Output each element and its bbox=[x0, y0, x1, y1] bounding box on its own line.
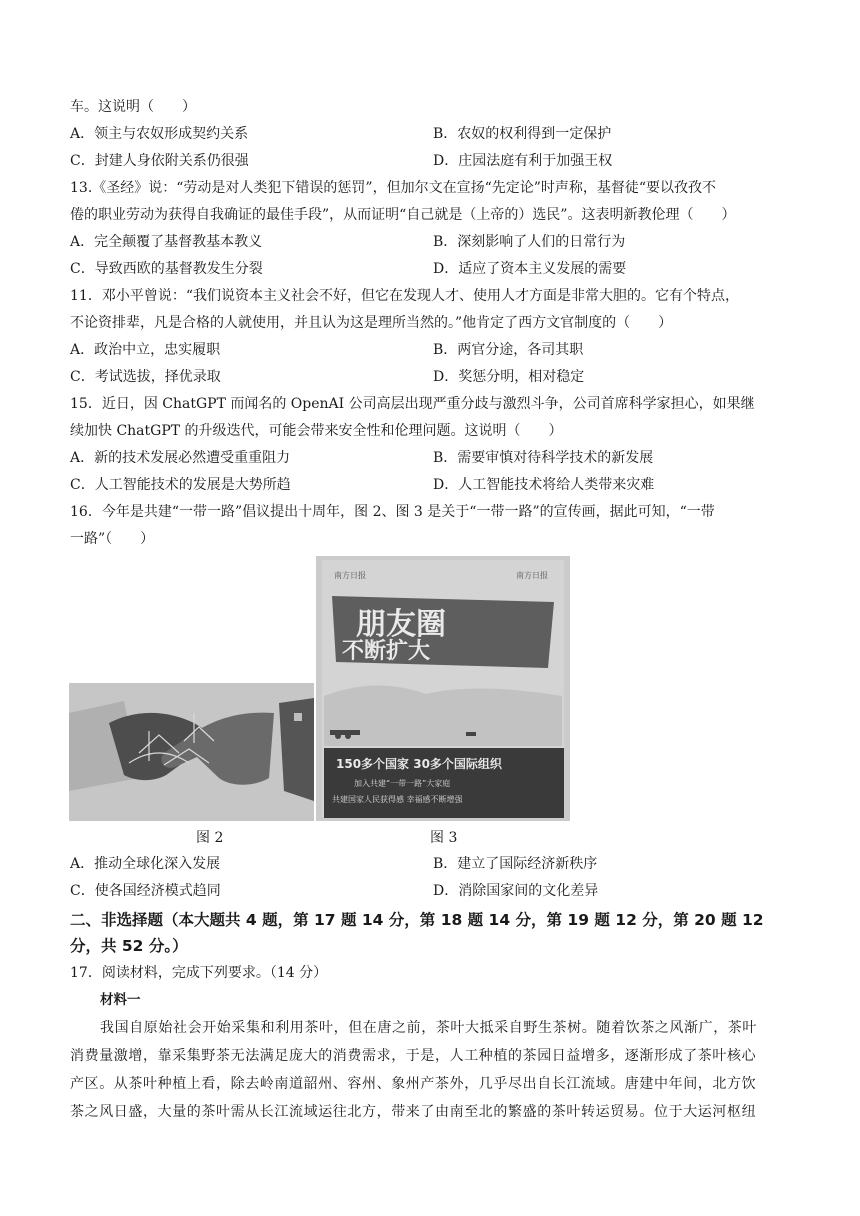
q13-stem-line2: 倦的职业劳动为获得自我确证的最佳手段”，从而证明“自己就是（上帝的）选民”。这表明新教伦理（ ） bbox=[70, 207, 736, 223]
material-1-line4: 茶之风日盛，大量的茶叶需从长江流域运往北方，带来了由南至北的繁盛的茶叶转运贸易。位于大运河枢纽 bbox=[70, 1104, 757, 1120]
q16-option-c: C．使各国经济模式趋同 bbox=[70, 883, 221, 899]
poster-logo-right: 南方日报 bbox=[516, 571, 548, 580]
poster-title-line1: 朋友圈 bbox=[356, 607, 446, 642]
q15-option-b: B．需要审慎对待科学技术的新发展 bbox=[433, 450, 654, 466]
poster-logo-left: 南方日报 bbox=[334, 571, 366, 580]
poster-banner-line3: 共建国家人民获得感 幸福感不断增强 bbox=[332, 795, 463, 804]
q11-stem-line1: 11．邓小平曾说：“我们说资本主义社会不好，但它在发现人才、使用人才方面是非常大胆的。它有个特点， bbox=[70, 288, 739, 304]
q16-stem-line1: 16．今年是共建“一带一路”倡议提出十周年，图 2、图 3 是关于“一带一路”的宣传画，据此可知，“一带 bbox=[70, 504, 715, 520]
q12-option-a: A．领主与农奴形成契约关系 bbox=[70, 126, 249, 142]
q11-option-c: C．考试选拔，择优录取 bbox=[70, 369, 221, 385]
figure-2-caption: 图 2 bbox=[196, 830, 224, 846]
section-2-heading-line2: 分，共 52 分。） bbox=[70, 937, 188, 955]
q15-option-c: C．人工智能技术的发展是大势所趋 bbox=[70, 477, 291, 493]
material-1-line2: 消费量激增，靠采集野茶无法满足庞大的消费需求，于是，人工种植的茶园日益增多，逐渐形成了茶叶核心 bbox=[70, 1048, 757, 1064]
q13-stem-line1: 13.《圣经》说：“劳动是对人类犯下错误的惩罚”，但加尔文在宣扬“先定论”时声称，基督徒“要以孜孜不 bbox=[70, 180, 717, 196]
q13-option-c: C．导致西欧的基督教发生分裂 bbox=[70, 261, 263, 277]
q11-option-d: D．奖惩分明，相对稳定 bbox=[433, 369, 585, 385]
figure-2-handshake-image bbox=[69, 683, 314, 821]
q12-option-c: C．封建人身依附关系仍很强 bbox=[70, 153, 249, 169]
handshake-illustration bbox=[69, 683, 314, 821]
material-1-title: 材料一 bbox=[100, 992, 141, 1008]
q17-stem: 17．阅读材料，完成下列要求。（14 分） bbox=[70, 965, 328, 981]
q16-option-a: A．推动全球化深入发展 bbox=[70, 856, 221, 872]
q13-option-d: D．适应了资本主义发展的需要 bbox=[433, 261, 627, 277]
q16-option-b: B．建立了国际经济新秩序 bbox=[433, 856, 598, 872]
q11-stem-line2: 不论资排辈，凡是合格的人就使用，并且认为这是理所当然的。”他肯定了西方文官制度的（ ） bbox=[70, 315, 673, 331]
section-2-heading-line1: 二、非选择题（本大题共 4 题，第 17 题 14 分，第 18 题 14 分，第 19 题 12 分，第 20 题 12 bbox=[70, 911, 764, 929]
material-1-line1: 我国自原始社会开始采集和利用茶叶，但在唐之前，茶叶大抵采自野生茶树。随着饮茶之风渐广，茶叶 bbox=[100, 1020, 757, 1036]
figure-3-poster-image bbox=[316, 556, 570, 821]
q12-option-d: D．庄园法庭有利于加强王权 bbox=[433, 153, 613, 169]
poster-illustration bbox=[316, 556, 570, 821]
poster-banner-line1: 150多个国家 30多个国际组织 bbox=[336, 757, 502, 771]
q11-option-b: B．两官分途，各司其职 bbox=[433, 342, 584, 358]
q13-option-a: A．完全颠覆了基督教基本教义 bbox=[70, 234, 263, 250]
poster-banner-line2: 加入共建“一带一路”大家庭 bbox=[354, 779, 451, 788]
q11-option-a: A．政治中立，忠实履职 bbox=[70, 342, 221, 358]
q12-option-b: B．农奴的权利得到一定保护 bbox=[433, 126, 612, 142]
figure-3-caption: 图 3 bbox=[430, 830, 458, 846]
q12-stem-tail: 车。这说明（ ） bbox=[70, 99, 196, 115]
q15-stem-line2: 续加快 ChatGPT 的升级迭代，可能会带来安全性和伦理问题。这说明（ ） bbox=[70, 423, 563, 439]
poster-title-line2: 不断扩大 bbox=[342, 639, 431, 664]
q15-stem-line1: 15．近日，因 ChatGPT 而闻名的 OpenAI 公司高层出现严重分歧与激烈斗争，公司首席科学家担心，如果继 bbox=[70, 396, 755, 412]
material-1-line3: 产区。从茶叶种植上看，除去岭南道韶州、容州、象州产茶外，几乎尽出自长江流域。唐建中年间，北方饮 bbox=[70, 1076, 757, 1092]
q16-stem-line2: 一路”（ ） bbox=[70, 531, 155, 547]
q13-option-b: B．深刻影响了人们的日常行为 bbox=[433, 234, 626, 250]
q15-option-a: A．新的技术发展必然遭受重重阻力 bbox=[70, 450, 291, 466]
q15-option-d: D．人工智能技术将给人类带来灾难 bbox=[433, 477, 655, 493]
q16-option-d: D．消除国家间的文化差异 bbox=[433, 883, 599, 899]
